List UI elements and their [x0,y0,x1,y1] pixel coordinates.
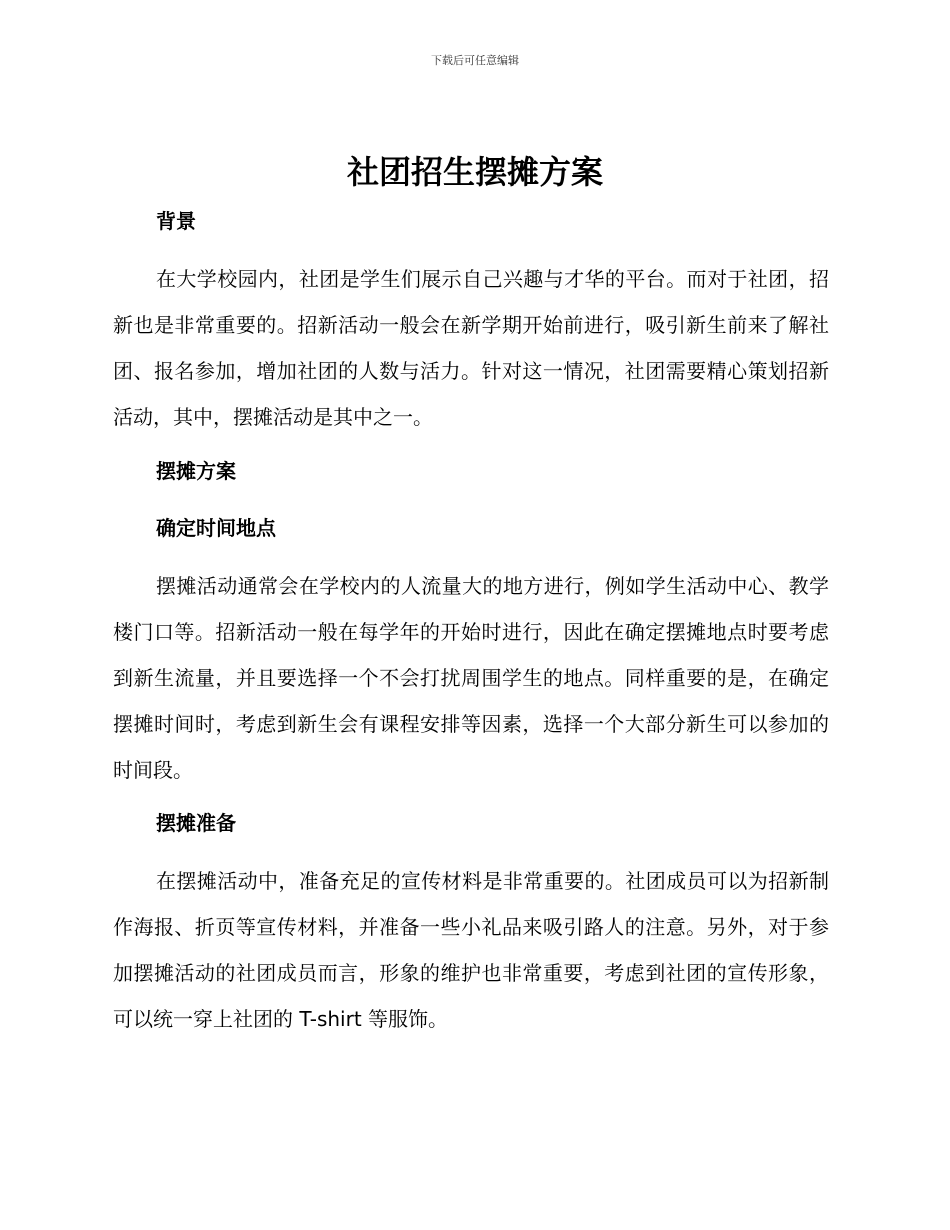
paragraph-background: 在大学校园内，社团是学生们展示自己兴趣与才华的平台。而对于社团，招新也是非常重要的。招新活动一般会在新学期开始前进行，吸引新生前来了解社团、报名参加，增加社团的人数与活力。针对这一情况，社团需要精心策划招新活动，其中，摆摊活动是其中之一。 [113,267,829,429]
section-heading-preparation: 摆摊准备 [156,811,236,835]
document-title: 社团招生摆摊方案 [346,153,603,191]
paragraph-preparation: 在摆摊活动中，准备充足的宣传材料是非常重要的。社团成员可以为招新制作海报、折页等宣传材料，并准备一些小礼品来吸引路人的注意。另外，对于参加摆摊活动的社团成员而言，形象的维护也非常重要，考虑到社团的宣传形象，可以统一穿上社团的 T-shirt 等服饰。 [113,869,829,1031]
page-header: 下载后可任意编辑 [431,54,519,67]
paragraph-time-place: 摆摊活动通常会在学校内的人流量大的地方进行，例如学生活动中心、教学楼门口等。招新活动一般在每学年的开始时进行，因此在确定摆摊地点时要考虑到新生流量，并且要选择一个不会打扰周围学生的地点。同样重要的是，在确定摆摊时间时，考虑到新生会有课程安排等因素，选择一个大部分新生可以参加的时间段。 [113,574,829,782]
section-heading-time-place: 确定时间地点 [156,516,276,540]
section-heading-background: 背景 [156,209,196,233]
section-heading-stall-plan: 摆摊方案 [156,459,236,483]
